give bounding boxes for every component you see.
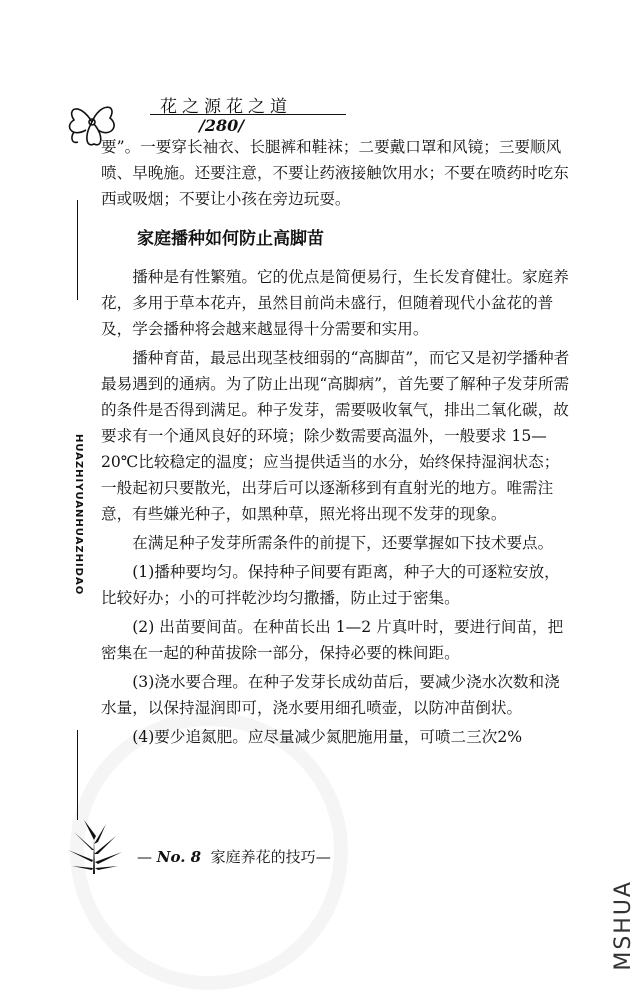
paragraph-continued: 要”。一要穿长袖衣、长腿裤和鞋袜；二要戴口罩和风镜；三要顺风喷、早晚施。还要注意，不要让药液接触饮用水；不要在喷药时吃东西或吸烟；不要让小孩在旁边玩耍。 bbox=[101, 138, 569, 208]
list-item-paragraph: (3)浇水要合理。在种子发芽长成幼苗后，要减少浇水次数和浇水量，以保持湿润即可，浇水要用细孔喷壶，以防冲苗倒状。 bbox=[101, 673, 560, 717]
section-heading: 家庭播种如何防止高脚苗 bbox=[137, 229, 324, 249]
list-item-paragraph: (4)要少追氮肥。应尽量减少氮肥施用量，可喷二三次2% bbox=[132, 728, 523, 746]
page-body bbox=[101, 134, 571, 750]
running-foot bbox=[137, 846, 331, 867]
chapter-number: No. 8 bbox=[156, 848, 202, 866]
footer-dash-left: — bbox=[137, 848, 152, 866]
side-running-text: HUAZHIYUANHUAZHIDAO bbox=[69, 300, 87, 730]
list-item-paragraph: (2) 出苗要间苗。在种苗长出 1—2 片真叶时，要进行间苗，把密集在一起的种苗拔除一部分，保持必要的株间距。 bbox=[101, 618, 564, 662]
paragraph: 在满足种子发芽所需条件的前提下，还要掌握如下技术要点。 bbox=[132, 534, 554, 552]
paragraph: 播种育苗，最忌出现茎枝细弱的“高脚苗”，而它又是初学播种者最易遇到的通病。为了防止出现“高脚病”，首先要了解种子发芽所需的条件是否得到满足。种子发芽，需要吸收氧气，排出二氧化碳，故要求有一个通风良好的环境；除少数需要高温外，一般要求 15—20℃比较稳定的温度；应当提供适当的水分，始终保持湿润状态；一般起初只要散光，出芽后可以逐渐移到有直射光的地方。唯需注意，有些嫌光种子，如黑种草，照光将出现不发芽的现象。 bbox=[101, 349, 570, 523]
running-head-title: 花之源花之道 bbox=[160, 97, 292, 117]
scanner-watermark: MSHUA bbox=[611, 880, 636, 971]
chapter-title: 家庭养花的技巧 bbox=[210, 848, 316, 866]
page-number: /280/ bbox=[199, 116, 245, 135]
header-rule bbox=[150, 114, 346, 115]
paragraph: 播种是有性繁殖。它的优点是简便易行，生长发育健壮。家庭养花，多用于草本花卉，虽然目前尚未盛行，但随着现代小盆花的普及，学会播种将会越来越显得十分需要和实用。 bbox=[101, 268, 569, 338]
plant-ornament-icon bbox=[60, 818, 130, 878]
list-item-paragraph: (1)播种要均匀。保持种子间要有距离，种子大的可逐粒安放，比较好办；小的可拌乾沙均匀撒播，防止过于密集。 bbox=[101, 563, 560, 607]
footer-dash-right: — bbox=[315, 848, 331, 866]
